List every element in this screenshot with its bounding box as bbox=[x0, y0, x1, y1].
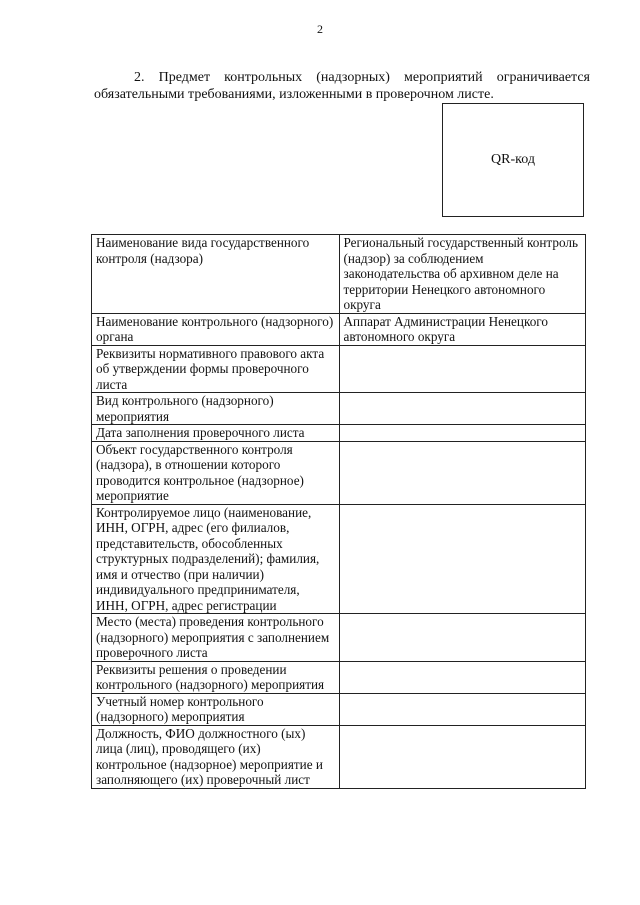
row-value bbox=[339, 614, 585, 662]
row-value bbox=[339, 441, 585, 504]
table-row bbox=[92, 425, 586, 442]
row-label: Наименование контрольного (надзорного) органа bbox=[92, 313, 340, 345]
row-value bbox=[339, 425, 585, 442]
qr-code-label: QR-код bbox=[491, 152, 535, 167]
subject-paragraph: 2. Предмет контрольных (надзорных) мероприятий ограничивается обязательными требованиями, изложенными в проверочном листе. bbox=[94, 70, 590, 102]
row-value: Аппарат Администрации Ненецкого автономного округа bbox=[339, 313, 585, 345]
row-label: Реквизиты нормативного правового акта об утверждении формы проверочного листа bbox=[92, 345, 340, 393]
row-value bbox=[339, 661, 585, 693]
row-value bbox=[339, 693, 585, 725]
checklist-info-table bbox=[91, 234, 586, 789]
row-label: Контролируемое лицо (наименование, ИНН, ОГРН, адрес (его филиалов, представительств, обособленных структурных подразделений); фамилия, имя и отчество (при наличии) индивидуального предпринимателя, ИНН, ОГРН, адрес регистрации bbox=[92, 504, 340, 614]
row-value bbox=[339, 504, 585, 614]
row-label: Реквизиты решения о проведении контрольного (надзорного) мероприятия bbox=[92, 661, 340, 693]
table-row bbox=[92, 345, 586, 393]
row-value bbox=[339, 725, 585, 788]
page-number: 2 bbox=[317, 22, 323, 36]
table-row bbox=[92, 661, 586, 693]
table-row bbox=[92, 693, 586, 725]
row-value bbox=[339, 393, 585, 425]
table-row bbox=[92, 614, 586, 662]
row-label: Наименование вида государственного контроля (надзора) bbox=[92, 235, 340, 314]
table-row bbox=[92, 441, 586, 504]
table-row bbox=[92, 313, 586, 345]
row-value bbox=[339, 345, 585, 393]
table-row bbox=[92, 725, 586, 788]
row-label: Вид контрольного (надзорного) мероприятия bbox=[92, 393, 340, 425]
table-row bbox=[92, 393, 586, 425]
row-label: Должность, ФИО должностного (ых) лица (лиц), проводящего (их) контрольное (надзорное) мероприятие и заполняющего (их) проверочный лист bbox=[92, 725, 340, 788]
row-label: Объект государственного контроля (надзора), в отношении которого проводится контрольное (надзорное) мероприятие bbox=[92, 441, 340, 504]
row-label: Место (места) проведения контрольного (надзорного) мероприятия с заполнением проверочного листа bbox=[92, 614, 340, 662]
table-row bbox=[92, 504, 586, 614]
row-label: Учетный номер контрольного (надзорного) мероприятия bbox=[92, 693, 340, 725]
table-row bbox=[92, 235, 586, 314]
qr-code-placeholder bbox=[442, 103, 584, 217]
row-label: Дата заполнения проверочного листа bbox=[92, 425, 340, 442]
row-value: Региональный государственный контроль (надзор) за соблюдением законодательства об архивном деле на территории Ненецкого автономного округа bbox=[339, 235, 585, 314]
